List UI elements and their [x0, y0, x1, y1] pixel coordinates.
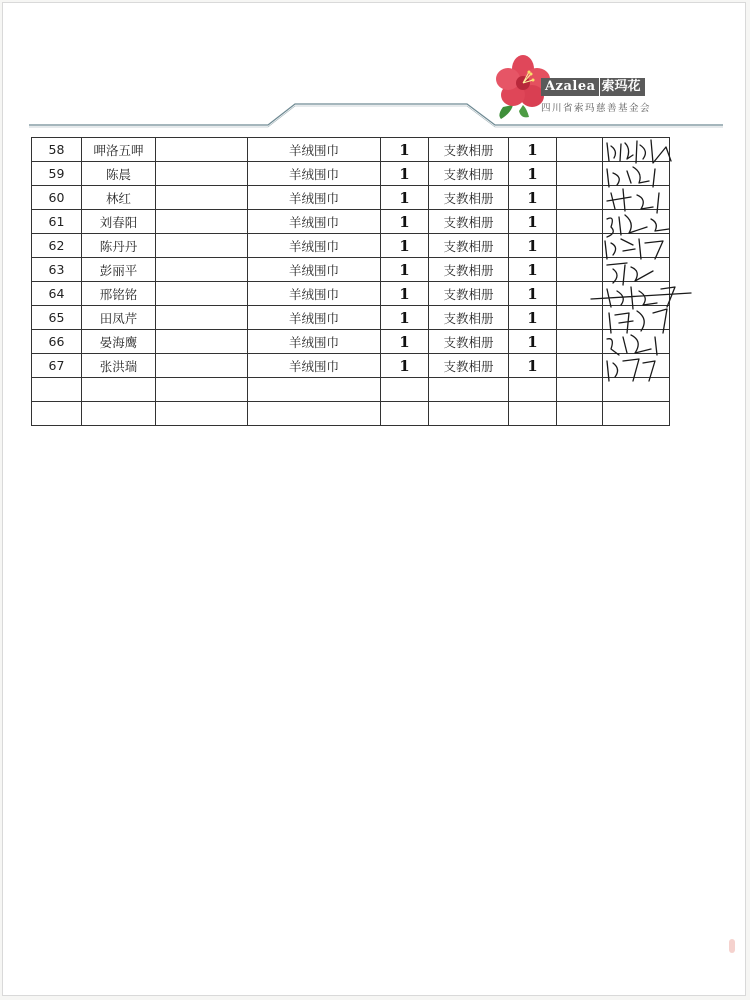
cell-item2: 支教相册	[429, 330, 509, 354]
cell-qty1: 1	[381, 210, 429, 234]
cell-extra	[557, 162, 603, 186]
cell-note	[156, 282, 248, 306]
document-page	[2, 2, 746, 996]
cell-item2	[429, 402, 509, 426]
cell-item1: 羊绒围巾	[248, 354, 381, 378]
cell-note	[156, 186, 248, 210]
table-row	[32, 282, 670, 306]
cell-item1: 羊绒围巾	[248, 234, 381, 258]
cell-qty1: 1	[381, 306, 429, 330]
cell-name: 林红	[82, 186, 156, 210]
table-row	[32, 330, 670, 354]
cell-signature	[603, 162, 670, 186]
table-row	[32, 138, 670, 162]
table-row	[32, 210, 670, 234]
scan-mark	[729, 939, 735, 953]
cell-item1: 羊绒围巾	[248, 306, 381, 330]
cell-qty2: 1	[509, 234, 557, 258]
cell-no: 65	[32, 306, 82, 330]
cell-qty1	[381, 402, 429, 426]
cell-signature	[603, 258, 670, 282]
cell-item2: 支教相册	[429, 258, 509, 282]
cell-item1: 羊绒围巾	[248, 210, 381, 234]
table-row	[32, 402, 670, 426]
cell-item1: 羊绒围巾	[248, 162, 381, 186]
cell-name: 彭丽平	[82, 258, 156, 282]
cell-item1: 羊绒围巾	[248, 330, 381, 354]
table-row	[32, 186, 670, 210]
cell-extra	[557, 210, 603, 234]
cell-qty2: 1	[509, 330, 557, 354]
cell-signature	[603, 378, 670, 402]
cell-no: 66	[32, 330, 82, 354]
cell-signature	[603, 138, 670, 162]
cell-note	[156, 234, 248, 258]
cell-note	[156, 330, 248, 354]
cell-note	[156, 258, 248, 282]
cell-name	[82, 402, 156, 426]
cell-note	[156, 402, 248, 426]
cell-qty1: 1	[381, 330, 429, 354]
cell-item2: 支教相册	[429, 138, 509, 162]
cell-note	[156, 306, 248, 330]
cell-no: 63	[32, 258, 82, 282]
cell-extra	[557, 354, 603, 378]
cell-qty1: 1	[381, 234, 429, 258]
cell-extra	[557, 306, 603, 330]
cell-note	[156, 210, 248, 234]
cell-no: 58	[32, 138, 82, 162]
cell-item1: 羊绒围巾	[248, 258, 381, 282]
cell-no: 67	[32, 354, 82, 378]
cell-signature	[603, 306, 670, 330]
cell-no	[32, 402, 82, 426]
cell-no	[32, 378, 82, 402]
cell-signature	[603, 234, 670, 258]
cell-no: 62	[32, 234, 82, 258]
cell-name: 田凤芹	[82, 306, 156, 330]
cell-signature	[603, 330, 670, 354]
cell-qty2: 1	[509, 162, 557, 186]
cell-item2: 支教相册	[429, 306, 509, 330]
cell-item1: 羊绒围巾	[248, 282, 381, 306]
cell-extra	[557, 330, 603, 354]
cell-qty2: 1	[509, 186, 557, 210]
cell-qty1: 1	[381, 162, 429, 186]
cell-signature	[603, 282, 670, 306]
cell-signature	[603, 210, 670, 234]
cell-name: 晏海鹰	[82, 330, 156, 354]
cell-extra	[557, 186, 603, 210]
cell-signature	[603, 186, 670, 210]
logo-subtitle: 四川省索玛慈善基金会	[541, 103, 652, 114]
cell-qty1: 1	[381, 354, 429, 378]
cell-note	[156, 354, 248, 378]
cell-note	[156, 378, 248, 402]
cell-qty2	[509, 378, 557, 402]
cell-name: 陈丹丹	[82, 234, 156, 258]
logo-text-en: Azalea	[541, 78, 599, 96]
cell-qty2: 1	[509, 210, 557, 234]
cell-extra	[557, 258, 603, 282]
cell-item2: 支教相册	[429, 186, 509, 210]
cell-qty2: 1	[509, 258, 557, 282]
cell-item2	[429, 378, 509, 402]
cell-extra	[557, 282, 603, 306]
table-row	[32, 378, 670, 402]
cell-qty1: 1	[381, 282, 429, 306]
cell-item2: 支教相册	[429, 354, 509, 378]
logo-text-zh: 索玛花	[599, 78, 645, 96]
cell-signature	[603, 402, 670, 426]
cell-qty2	[509, 402, 557, 426]
table-row	[32, 354, 670, 378]
cell-item2: 支教相册	[429, 234, 509, 258]
table-row	[32, 162, 670, 186]
cell-no: 59	[32, 162, 82, 186]
cell-signature	[603, 354, 670, 378]
cell-no: 60	[32, 186, 82, 210]
cell-item1	[248, 378, 381, 402]
cell-qty1: 1	[381, 186, 429, 210]
cell-item1: 羊绒围巾	[248, 138, 381, 162]
table-row	[32, 234, 670, 258]
cell-item2: 支教相册	[429, 282, 509, 306]
cell-item2: 支教相册	[429, 210, 509, 234]
cell-qty2: 1	[509, 306, 557, 330]
cell-name: 邢铭铭	[82, 282, 156, 306]
cell-extra	[557, 138, 603, 162]
cell-note	[156, 138, 248, 162]
cell-no: 61	[32, 210, 82, 234]
cell-qty2: 1	[509, 282, 557, 306]
cell-item2: 支教相册	[429, 162, 509, 186]
cell-qty1: 1	[381, 258, 429, 282]
cell-name: 刘春阳	[82, 210, 156, 234]
cell-name: 张洪瑞	[82, 354, 156, 378]
cell-qty1	[381, 378, 429, 402]
cell-extra	[557, 402, 603, 426]
foundation-logo	[493, 55, 678, 121]
cell-name	[82, 378, 156, 402]
cell-extra	[557, 234, 603, 258]
cell-item1	[248, 402, 381, 426]
cell-name: 陈晨	[82, 162, 156, 186]
cell-qty2: 1	[509, 138, 557, 162]
table-row	[32, 306, 670, 330]
cell-item1: 羊绒围巾	[248, 186, 381, 210]
cell-qty2: 1	[509, 354, 557, 378]
recipient-table	[31, 137, 670, 426]
table-row	[32, 258, 670, 282]
cell-note	[156, 162, 248, 186]
cell-name: 呷洛五呷	[82, 138, 156, 162]
cell-extra	[557, 378, 603, 402]
cell-no: 64	[32, 282, 82, 306]
cell-qty1: 1	[381, 138, 429, 162]
